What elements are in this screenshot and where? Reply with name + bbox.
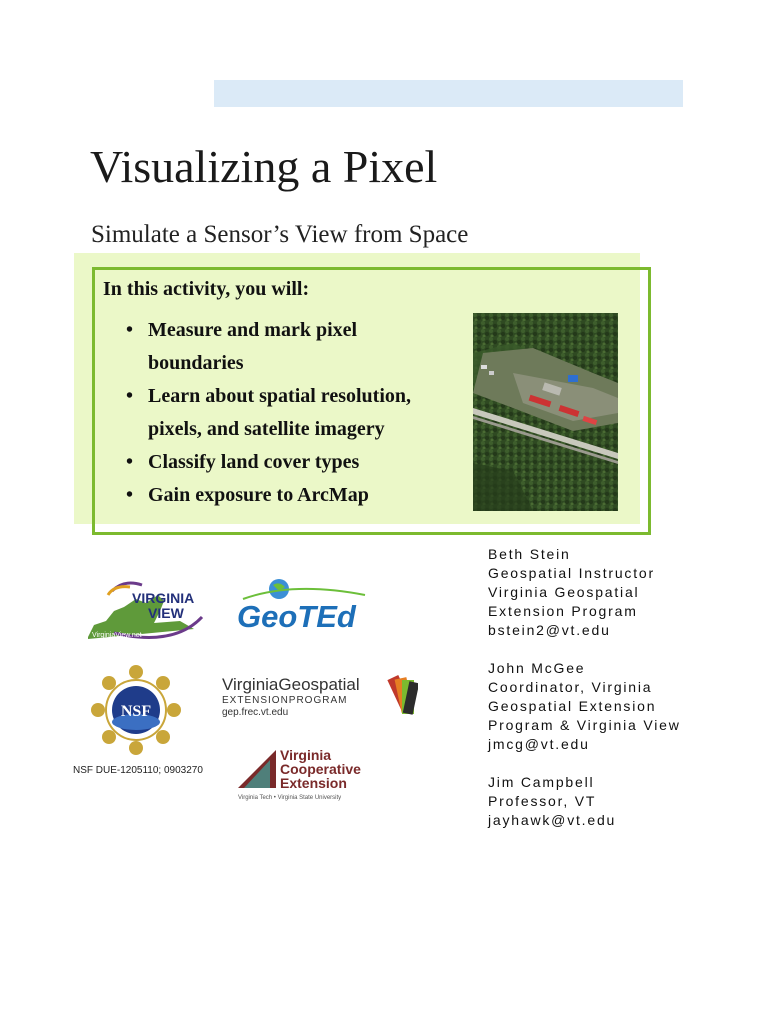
- bullet-icon: •: [126, 319, 134, 341]
- page-subtitle: Simulate a Sensor’s View from Space: [91, 221, 469, 248]
- list-item: [124, 380, 444, 446]
- satellite-image: [473, 313, 618, 511]
- vgep-url: gep.frec.vt.edu: [222, 707, 289, 718]
- vce-line3: Extension: [280, 775, 347, 791]
- header-band: [214, 80, 683, 107]
- vce-line2: Cooperative: [280, 761, 361, 777]
- credit-name: Beth Stein: [488, 546, 571, 562]
- nsf-text: NSF: [120, 703, 152, 720]
- credit-email: bstein2@vt.edu: [488, 622, 611, 638]
- credit-line: Virginia Geospatial: [488, 584, 640, 600]
- list-item-text: Classify land cover types: [148, 451, 360, 473]
- activity-list: [124, 314, 444, 512]
- bullet-icon: •: [126, 484, 134, 506]
- vce-line1: Virginia: [280, 747, 332, 763]
- credit-line: Coordinator, Virginia: [488, 679, 653, 695]
- vce-sub: Virginia Tech • Virginia State University: [238, 795, 342, 801]
- credit-email: jayhawk@vt.edu: [488, 812, 617, 828]
- vgep-line1: VirginiaGeospatial: [222, 675, 360, 694]
- credit-jim-campbell: [488, 773, 681, 830]
- credits: [488, 545, 681, 849]
- bullet-icon: •: [126, 451, 134, 473]
- credit-name: John McGee: [488, 660, 586, 676]
- vgep-logo: [222, 670, 418, 720]
- list-item-text: Learn about spatial resolution, pixels, and satellite imagery: [148, 385, 411, 440]
- credit-line: Program & Virginia View: [488, 717, 681, 733]
- vce-logo: [236, 746, 366, 802]
- list-item-text: Measure and mark pixel boundaries: [148, 319, 358, 374]
- bullet-icon: •: [126, 385, 134, 407]
- vv-line1: VIRGINIA: [132, 590, 195, 606]
- geoted-text: GeoTEd: [237, 599, 356, 633]
- list-item: [124, 479, 444, 512]
- credit-line: Geospatial Instructor: [488, 565, 655, 581]
- page-title: Visualizing a Pixel: [90, 141, 438, 192]
- list-item: [124, 314, 444, 380]
- list-item-text: Gain exposure to ArcMap: [148, 484, 369, 506]
- vgep-line2: EXTENSIONPROGRAM: [222, 695, 348, 706]
- vv-url: VirginiaView.net: [92, 632, 142, 639]
- grant-number: NSF DUE-1205110; 0903270: [73, 765, 203, 776]
- credit-beth-stein: [488, 545, 681, 640]
- credit-john-mcgee: [488, 659, 681, 754]
- activity-heading: In this activity, you will:: [103, 278, 310, 300]
- credit-line: Extension Program: [488, 603, 638, 619]
- nsf-seal: [90, 664, 182, 756]
- credit-name: Jim Campbell: [488, 774, 595, 790]
- credit-email: jmcg@vt.edu: [488, 736, 590, 752]
- list-item: [124, 446, 444, 479]
- virginia-view-logo: [84, 577, 212, 643]
- vv-line2: VIEW: [148, 605, 184, 621]
- geoted-logo: [233, 577, 373, 633]
- credit-line: Geospatial Extension: [488, 698, 657, 714]
- credit-line: Professor, VT: [488, 793, 597, 809]
